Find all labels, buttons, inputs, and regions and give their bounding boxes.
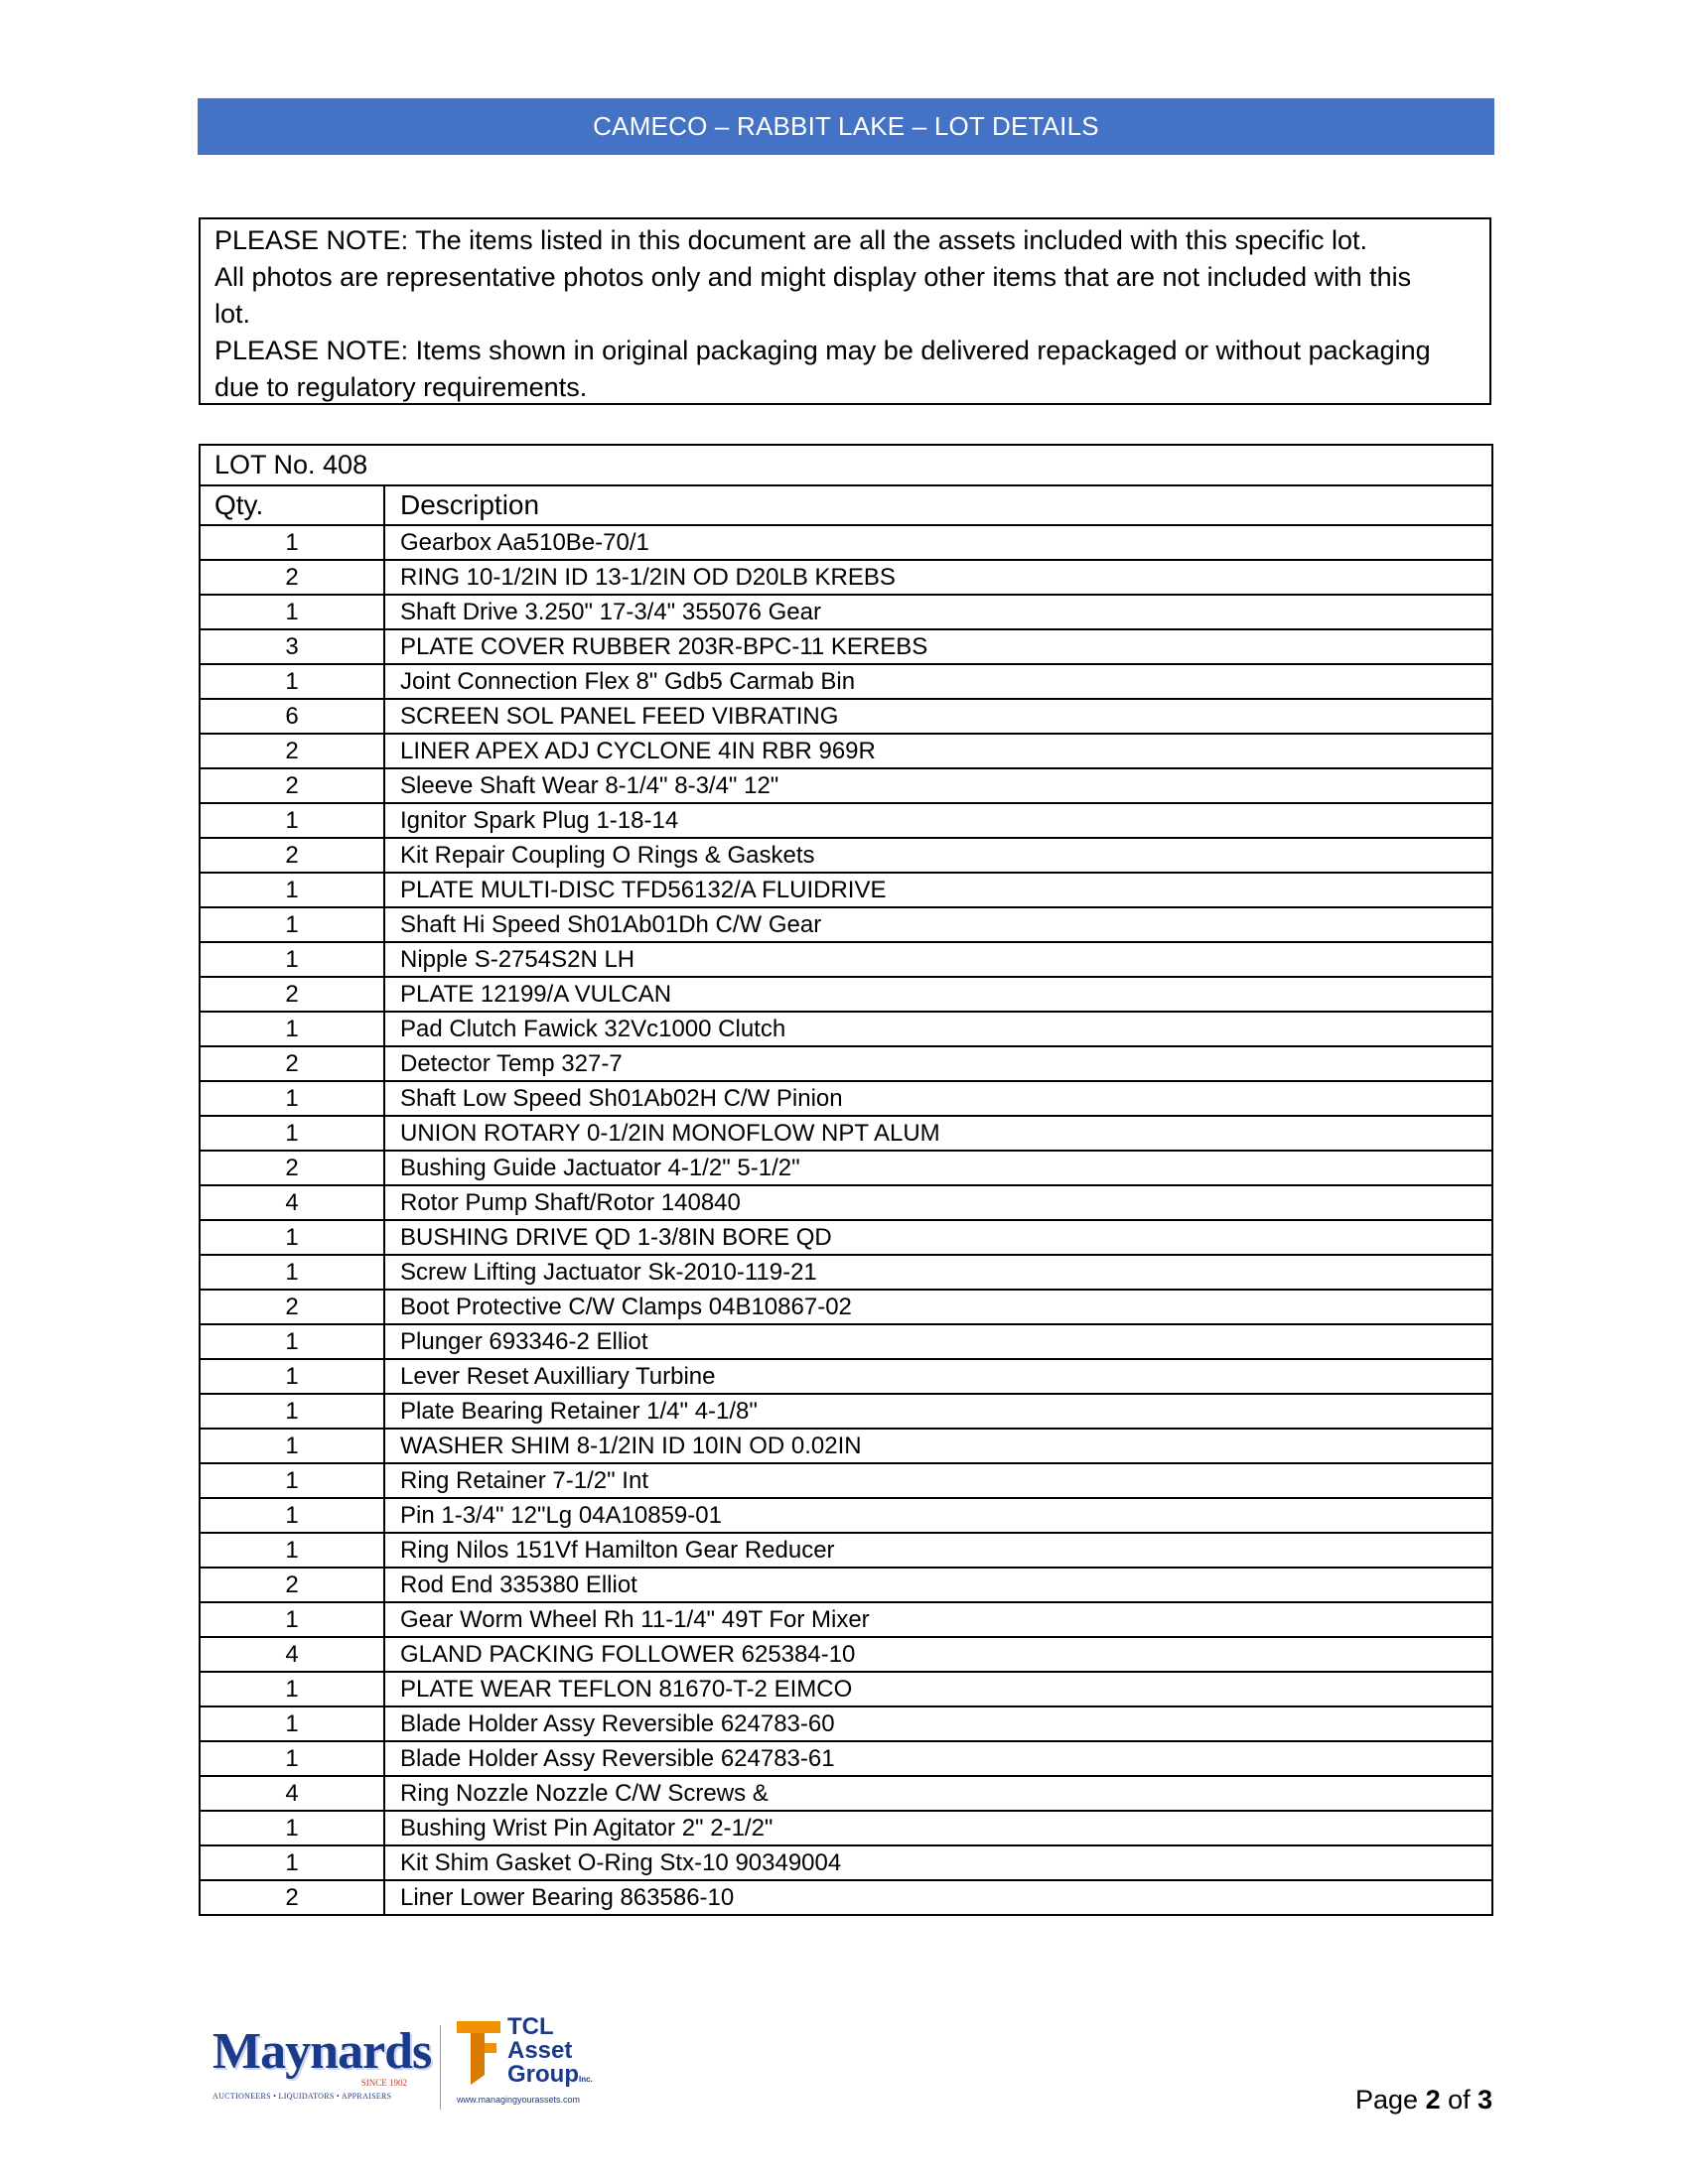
item-description: GLAND PACKING FOLLOWER 625384-10 — [384, 1637, 1492, 1672]
table-header-row — [200, 485, 1492, 525]
table-row — [200, 664, 1492, 699]
item-description: Gearbox Aa510Be-70/1 — [384, 525, 1492, 560]
item-description: Ring Nilos 151Vf Hamilton Gear Reducer — [384, 1533, 1492, 1568]
table-row — [200, 1845, 1492, 1880]
item-qty: 2 — [200, 560, 384, 595]
table-row — [200, 1046, 1492, 1081]
item-description: SCREEN SOL PANEL FEED VIBRATING — [384, 699, 1492, 734]
item-qty: 4 — [200, 1185, 384, 1220]
table-row — [200, 1151, 1492, 1185]
item-qty: 1 — [200, 1498, 384, 1533]
tcl-url: www.managingyourassets.com — [457, 2095, 581, 2105]
item-qty: 1 — [200, 1533, 384, 1568]
item-qty: 1 — [200, 1012, 384, 1046]
maynards-wordmark: Maynards — [212, 2023, 432, 2080]
table-row — [200, 1429, 1492, 1463]
table-row — [200, 1463, 1492, 1498]
description-column-header: Description — [384, 485, 1492, 525]
table-row — [200, 1012, 1492, 1046]
item-description: Shaft Hi Speed Sh01Ab01Dh C/W Gear — [384, 907, 1492, 942]
item-qty: 1 — [200, 664, 384, 699]
table-row — [200, 595, 1492, 629]
item-qty: 4 — [200, 1637, 384, 1672]
item-description: Boot Protective C/W Clamps 04B10867-02 — [384, 1290, 1492, 1324]
tcl-wordmark — [507, 2015, 593, 2092]
item-qty: 1 — [200, 1811, 384, 1845]
item-description: Plunger 693346-2 Elliot — [384, 1324, 1492, 1359]
item-description: Pad Clutch Fawick 32Vc1000 Clutch — [384, 1012, 1492, 1046]
item-qty: 6 — [200, 699, 384, 734]
item-qty: 1 — [200, 907, 384, 942]
item-description: Bushing Guide Jactuator 4-1/2" 5-1/2" — [384, 1151, 1492, 1185]
table-row — [200, 1568, 1492, 1602]
item-description: PLATE COVER RUBBER 203R-BPC-11 KEREBS — [384, 629, 1492, 664]
item-description: Kit Repair Coupling O Rings & Gaskets — [384, 838, 1492, 873]
qty-column-header: Qty. — [200, 485, 384, 525]
table-row — [200, 907, 1492, 942]
table-row — [200, 873, 1492, 907]
item-description: RING 10-1/2IN ID 13-1/2IN OD D20LB KREBS — [384, 560, 1492, 595]
table-row — [200, 803, 1492, 838]
table-row — [200, 1776, 1492, 1811]
lot-title-row — [200, 445, 1492, 485]
notice-line: All photos are representative photos only and might display other items that are not included with this — [214, 262, 1412, 292]
item-description: PLATE MULTI-DISC TFD56132/A FLUIDRIVE — [384, 873, 1492, 907]
tcl-asset-group-logo — [453, 2015, 612, 2115]
item-qty: 2 — [200, 1151, 384, 1185]
table-row — [200, 1081, 1492, 1116]
item-description: Rotor Pump Shaft/Rotor 140840 — [384, 1185, 1492, 1220]
item-description: Lever Reset Auxilliary Turbine — [384, 1359, 1492, 1394]
table-row — [200, 838, 1492, 873]
item-description: Sleeve Shaft Wear 8-1/4" 8-3/4" 12" — [384, 768, 1492, 803]
table-row — [200, 1116, 1492, 1151]
tcl-group: Group — [507, 2061, 579, 2088]
item-qty: 1 — [200, 1359, 384, 1394]
item-qty: 2 — [200, 1290, 384, 1324]
table-row — [200, 1602, 1492, 1637]
tcl-line: Asset — [507, 2037, 573, 2064]
notice-line: PLEASE NOTE: Items shown in original packaging may be delivered repackaged or without packaging — [214, 336, 1431, 365]
lot-table — [199, 444, 1493, 1916]
item-qty: 1 — [200, 1429, 384, 1463]
page-number — [1355, 2085, 1492, 2116]
item-qty: 1 — [200, 803, 384, 838]
item-qty: 1 — [200, 1081, 384, 1116]
table-row — [200, 1185, 1492, 1220]
item-description: Ring Retainer 7-1/2" Int — [384, 1463, 1492, 1498]
notice-line: due to regulatory requirements. — [214, 372, 588, 402]
item-qty: 1 — [200, 1116, 384, 1151]
table-row — [200, 1637, 1492, 1672]
item-description: Ring Nozzle Nozzle C/W Screws & — [384, 1776, 1492, 1811]
item-description: Rod End 335380 Elliot — [384, 1568, 1492, 1602]
item-qty: 1 — [200, 1324, 384, 1359]
document-header — [198, 98, 1494, 155]
item-description: BUSHING DRIVE QD 1-3/8IN BORE QD — [384, 1220, 1492, 1255]
table-row — [200, 942, 1492, 977]
maynards-since: SINCE 1902 — [360, 2078, 407, 2088]
page-prefix: Page — [1355, 2085, 1426, 2115]
page-total: 3 — [1477, 2085, 1493, 2115]
item-qty: 2 — [200, 1568, 384, 1602]
item-qty: 1 — [200, 1255, 384, 1290]
item-qty: 1 — [200, 1463, 384, 1498]
table-row — [200, 1706, 1492, 1741]
item-description: Blade Holder Assy Reversible 624783-61 — [384, 1741, 1492, 1776]
item-description: Blade Holder Assy Reversible 624783-60 — [384, 1706, 1492, 1741]
item-qty: 1 — [200, 1845, 384, 1880]
table-row — [200, 1359, 1492, 1394]
table-row — [200, 1533, 1492, 1568]
item-qty: 3 — [200, 629, 384, 664]
notice-line: lot. — [214, 299, 251, 329]
table-row — [200, 1255, 1492, 1290]
notice-line: PLEASE NOTE: The items listed in this document are all the assets included with this specific lot. — [214, 225, 1368, 255]
logo-divider — [440, 2025, 441, 2110]
table-row — [200, 1498, 1492, 1533]
item-qty: 1 — [200, 873, 384, 907]
notice-box — [199, 217, 1491, 405]
item-description: PLATE WEAR TEFLON 81670-T-2 EIMCO — [384, 1672, 1492, 1706]
item-description: UNION ROTARY 0-1/2IN MONOFLOW NPT ALUM — [384, 1116, 1492, 1151]
table-row — [200, 1394, 1492, 1429]
tcl-line — [507, 2063, 593, 2092]
table-row — [200, 1880, 1492, 1915]
table-row — [200, 1811, 1492, 1845]
tcl-line: TCL — [507, 2013, 554, 2040]
item-description: LINER APEX ADJ CYCLONE 4IN RBR 969R — [384, 734, 1492, 768]
table-row — [200, 734, 1492, 768]
item-description: Bushing Wrist Pin Agitator 2" 2-1/2" — [384, 1811, 1492, 1845]
item-description: Ignitor Spark Plug 1-18-14 — [384, 803, 1492, 838]
item-qty: 1 — [200, 1394, 384, 1429]
item-description: PLATE 12199/A VULCAN — [384, 977, 1492, 1012]
tcl-mark-icon — [453, 2017, 504, 2089]
table-row — [200, 525, 1492, 560]
table-row — [200, 560, 1492, 595]
item-qty: 1 — [200, 1741, 384, 1776]
item-description: Nipple S-2754S2N LH — [384, 942, 1492, 977]
item-description: Screw Lifting Jactuator Sk-2010-119-21 — [384, 1255, 1492, 1290]
lot-number: LOT No. 408 — [200, 445, 1492, 485]
table-row — [200, 699, 1492, 734]
item-description: Liner Lower Bearing 863586-10 — [384, 1880, 1492, 1915]
tcl-inc: Inc. — [579, 2075, 593, 2084]
item-qty: 1 — [200, 1706, 384, 1741]
item-description: Shaft Low Speed Sh01Ab02H C/W Pinion — [384, 1081, 1492, 1116]
maynards-tagline: AUCTIONEERS • LIQUIDATORS • APPRAISERS — [212, 2092, 392, 2101]
table-row — [200, 1290, 1492, 1324]
item-qty: 2 — [200, 768, 384, 803]
item-qty: 2 — [200, 977, 384, 1012]
item-qty: 2 — [200, 1046, 384, 1081]
table-row — [200, 1324, 1492, 1359]
table-row — [200, 768, 1492, 803]
page-of: of — [1440, 2085, 1478, 2115]
item-description: Detector Temp 327-7 — [384, 1046, 1492, 1081]
item-qty: 2 — [200, 838, 384, 873]
item-qty: 1 — [200, 942, 384, 977]
maynards-logo — [212, 2023, 432, 2101]
table-row — [200, 629, 1492, 664]
item-description: Kit Shim Gasket O-Ring Stx-10 90349004 — [384, 1845, 1492, 1880]
table-row — [200, 1672, 1492, 1706]
document-title: CAMECO – RABBIT LAKE – LOT DETAILS — [593, 111, 1099, 141]
item-qty: 2 — [200, 734, 384, 768]
table-row — [200, 977, 1492, 1012]
item-qty: 1 — [200, 595, 384, 629]
item-description: Joint Connection Flex 8" Gdb5 Carmab Bin — [384, 664, 1492, 699]
item-qty: 2 — [200, 1880, 384, 1915]
item-description: Pin 1-3/4" 12"Lg 04A10859-01 — [384, 1498, 1492, 1533]
item-description: Gear Worm Wheel Rh 11-1/4" 49T For Mixer — [384, 1602, 1492, 1637]
item-description: WASHER SHIM 8-1/2IN ID 10IN OD 0.02IN — [384, 1429, 1492, 1463]
item-qty: 1 — [200, 1672, 384, 1706]
item-description: Shaft Drive 3.250" 17-3/4" 355076 Gear — [384, 595, 1492, 629]
table-row — [200, 1220, 1492, 1255]
item-qty: 1 — [200, 1220, 384, 1255]
item-qty: 1 — [200, 525, 384, 560]
item-qty: 4 — [200, 1776, 384, 1811]
table-row — [200, 1741, 1492, 1776]
item-qty: 1 — [200, 1602, 384, 1637]
item-description: Plate Bearing Retainer 1/4" 4-1/8" — [384, 1394, 1492, 1429]
page-current: 2 — [1425, 2085, 1441, 2115]
